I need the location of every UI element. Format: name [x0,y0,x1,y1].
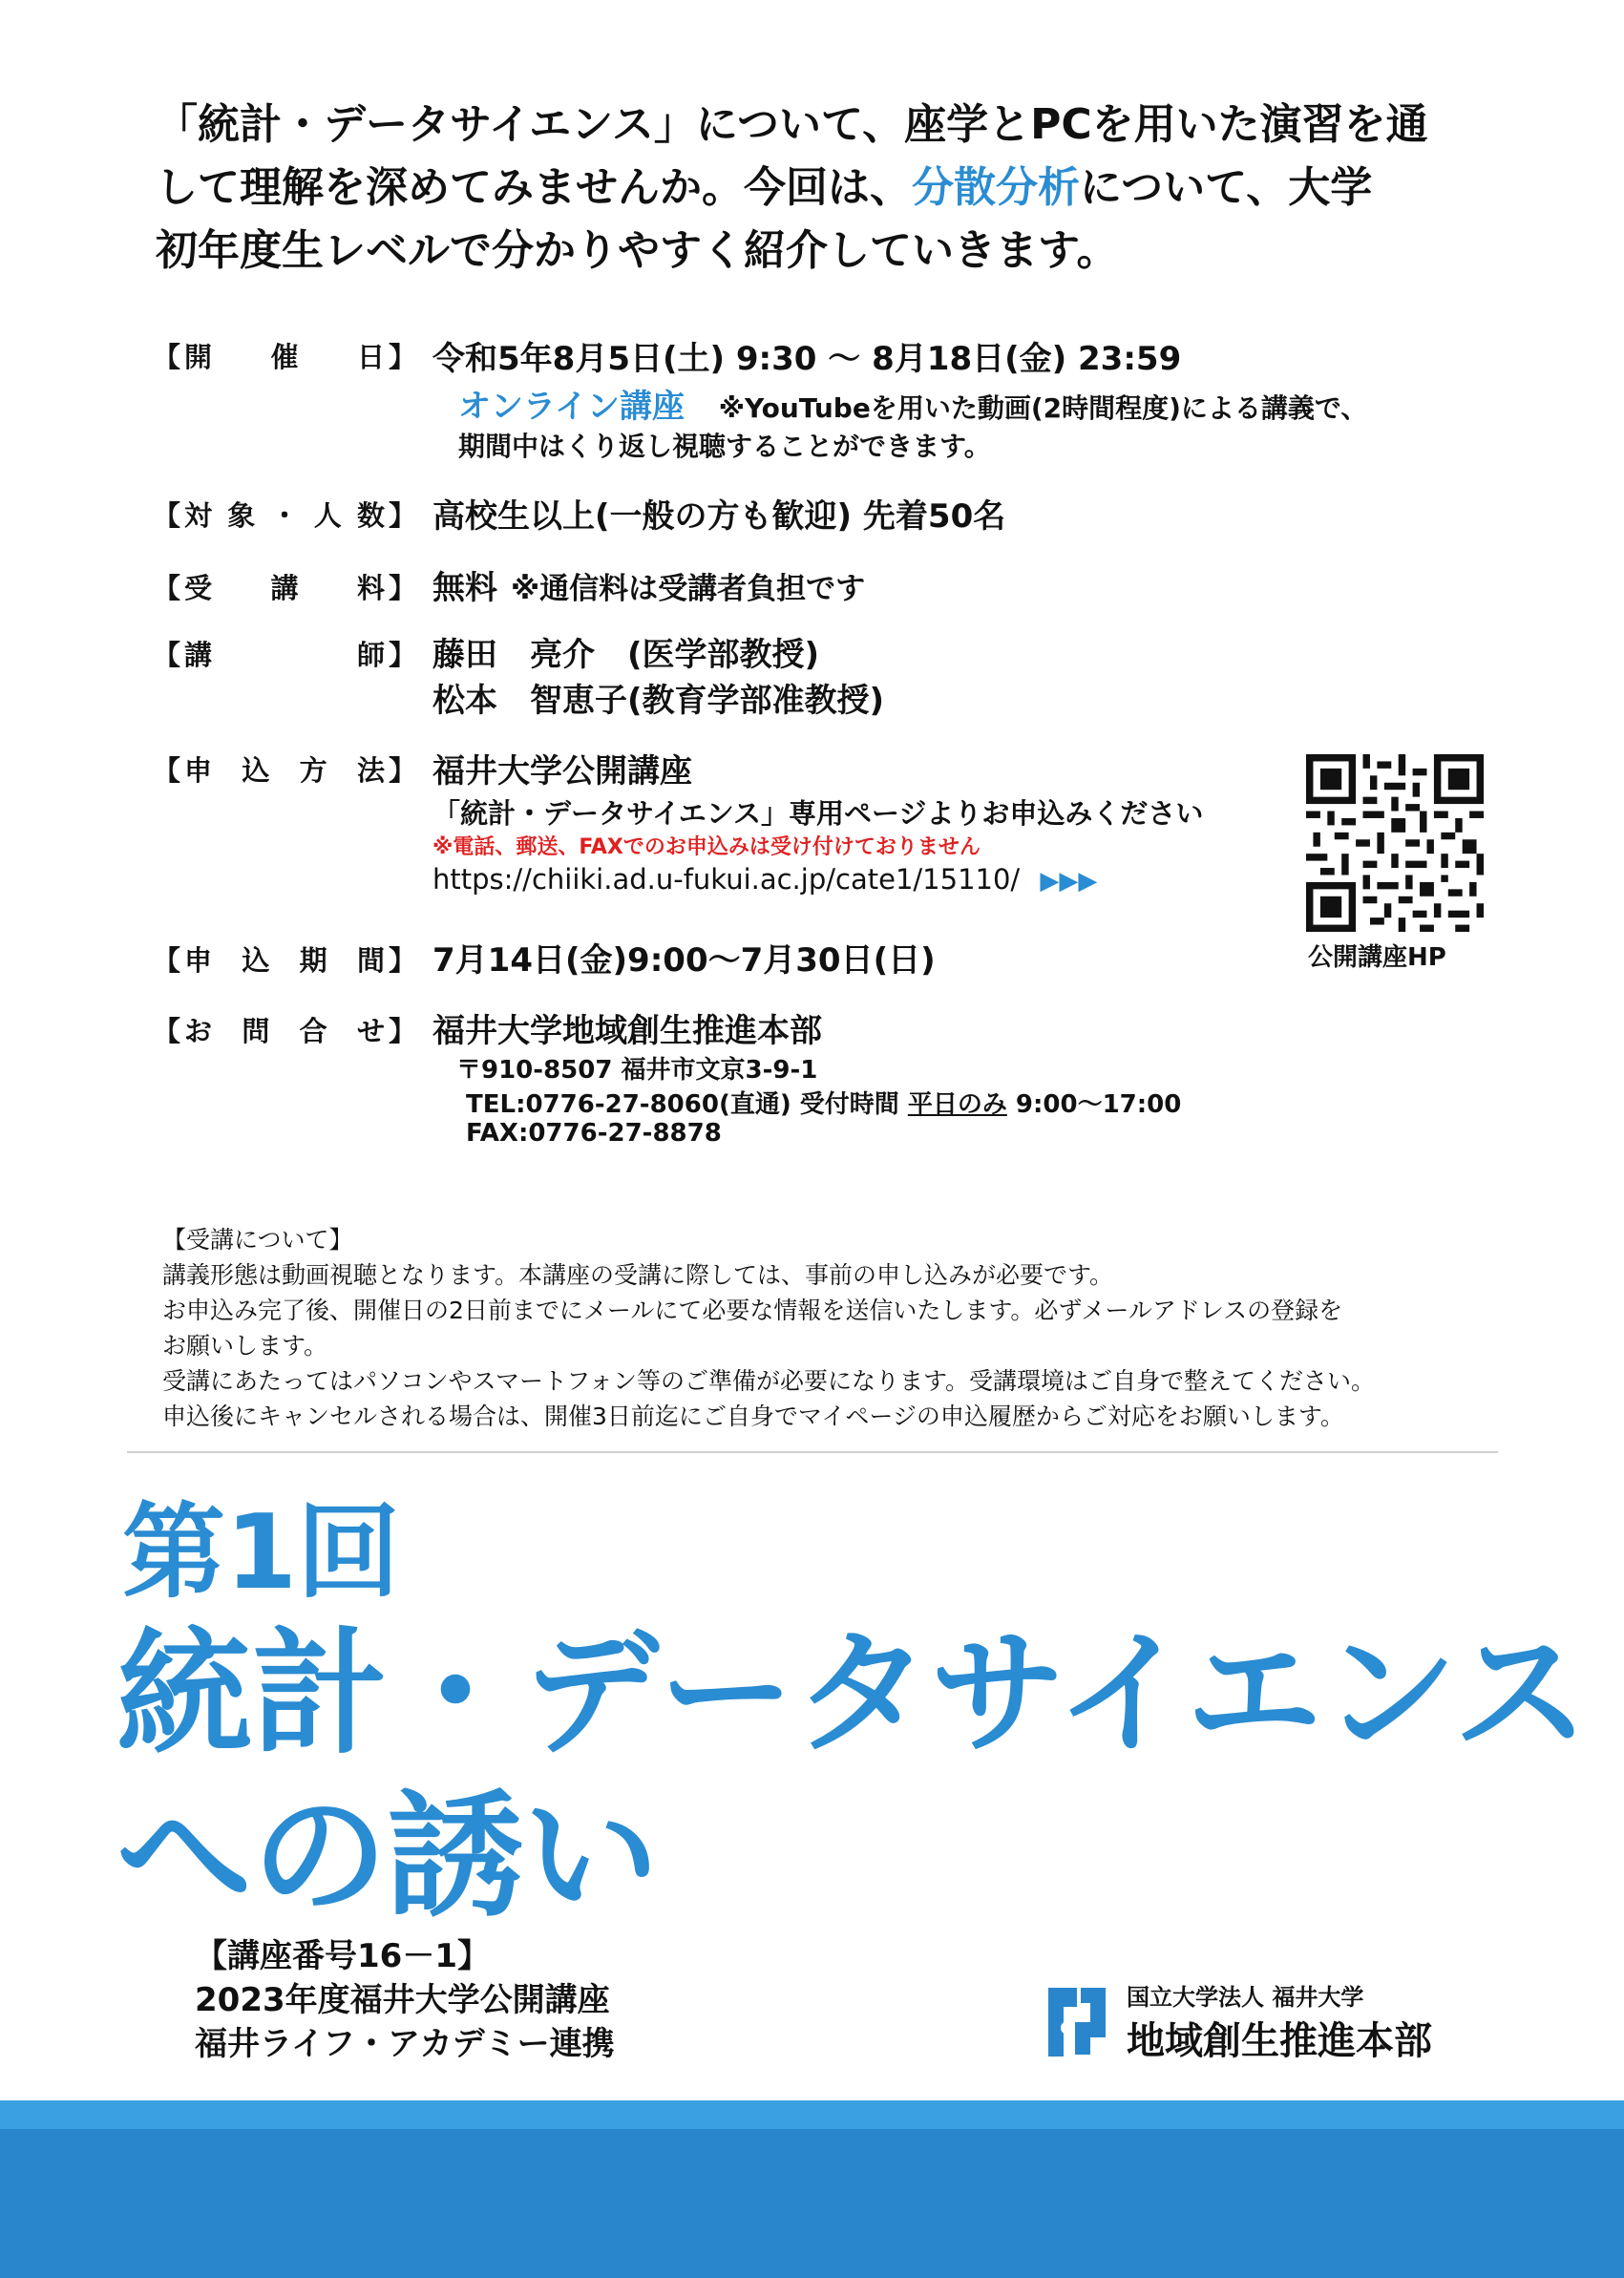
label-date: 【 開催日 】 [153,336,416,375]
contact-tel-post: 9:00～17:00 [1006,1090,1182,1119]
apply-line-2: 「統計・データサイエンス」専用ページよりお申込みください [432,797,1204,830]
label-apply: 【 申込方法 】 [153,749,416,789]
qr-code-image[interactable] [1306,754,1484,932]
contact-fax: FAX:0776-27-8878 [466,1119,722,1148]
university-logo-icon [1039,1980,1115,2062]
notice-line: 講義形態は動画視聴となります。本講座の受講に際しては、事前の申し込みが必要です。 [162,1261,1114,1289]
target-value: 高校生以上(一般の方も歓迎) 先着50名 [432,497,1006,536]
label-period-text: 申込期間 [184,944,386,977]
label-fee-text: 受講料 [184,572,386,604]
bottom-band-highlight [0,2100,1624,2129]
org-small: 国立大学法人 福井大学 [1127,1984,1364,2011]
date-note-1: ※YouTubeを用いた動画(2時間程度)による講義で、 [718,392,1368,424]
date-note-2: 期間中はくり返し視聴することができます。 [458,431,991,462]
label-apply-text: 申込方法 [184,754,386,787]
fee-value [432,561,865,608]
title-line-2: への誘い [116,1778,659,1935]
contact-tel-pre: TEL:0776-27-8060(直通) 受付時間 [466,1090,908,1119]
label-lecturer: 【 講師 】 [153,634,416,673]
label-contact-text: お問合せ [184,1015,386,1047]
intro-highlight: 分散分析 [912,163,1080,212]
contact-org: 福井大学地域創生推進本部 [432,1012,822,1050]
period-value: 7月14日(金)9:00～7月30日(日) [432,941,936,980]
lecturer-1: 藤田 亮介 (医学部教授) [432,636,820,674]
fee-note: ※通信料は受講者負担です [511,572,866,606]
date-value: 令和5年8月5日(土) 9:30 ～ 8月18日(金) 23:59 [432,340,1182,378]
qr-caption: 公開講座HP [1308,943,1446,972]
notice-block [162,1222,1499,1434]
intro-line-2-post: について、大学 [1080,163,1373,212]
contact-tel [466,1085,1181,1120]
fee-main: 無料 [432,569,497,607]
apply-url-link[interactable]: https://chiiki.ad.u-fukui.ac.jp/cate1/15110/ [432,863,1021,896]
lecturer-2: 松本 智恵子(教育学部准教授) [432,682,885,720]
label-date-text: 開催日 [184,341,386,373]
org-big: 地域創生推進本部 [1127,2019,1432,2063]
notice-line: お申込み完了後、開催日の2日前までにメールにて必要な情報を送信いたします。必ずメールアドレスの登録を [162,1297,1343,1324]
arrow-icon: ▶▶▶ [1040,867,1098,896]
label-target: 【 対象・人数 】 [153,495,416,534]
apply-warning: ※電話、郵送、FAXでのお申込みは受け付けておりません [432,835,981,859]
label-fee: 【 受講料 】 [153,567,416,606]
label-target-text: 対象・人数 [184,499,386,532]
notice-line: 申込後にキャンセルされる場合は、開催3日前迄にご自身でマイページの申込履歴からご対応をお願いします。 [162,1403,1344,1430]
title-line-1: 統計・データサイエンス [116,1615,1590,1773]
intro-line-3: 初年度生レベルで分かりやすく紹介していきます。 [156,226,1119,275]
label-period: 【 申込期間 】 [153,939,416,979]
intro-line-1: 「統計・データサイエンス」について、座学とPCを用いた演習を通 [156,100,1428,149]
contact-address: 〒910-8507 福井市文京3-9-1 [456,1056,818,1085]
footer-line-3: 福井ライフ・アカデミー連携 [195,2025,615,2063]
intro-paragraph [156,94,1530,283]
notice-line: お願いします。 [162,1332,328,1360]
intro-line-2-pre: して理解を深めてみませんか。今回は、 [156,163,912,212]
course-number: 【講座番号16－1】 [195,1937,490,1975]
divider [127,1451,1498,1453]
notice-line: 受講にあたってはパソコンやスマートフォン等のご準備が必要になります。受講環境はご自身で整えてください。 [162,1367,1376,1395]
apply-line-1: 福井大学公開講座 [432,752,692,791]
footer-course-info [195,1934,615,2066]
apply-url-line [432,863,1097,896]
intro-line-2 [156,157,1530,220]
footer-line-2: 2023年度福井大学公開講座 [195,1981,610,2019]
date-notes [458,380,1367,427]
title-number: 第1回 [122,1493,401,1613]
label-lecturer-text: 講師 [184,639,386,671]
contact-tel-underline: 平日のみ [907,1090,1007,1119]
label-contact: 【 お問合せ 】 [153,1010,416,1049]
online-course-label: オンライン講座 [458,388,685,426]
notice-heading: 【受講について】 [162,1226,353,1254]
